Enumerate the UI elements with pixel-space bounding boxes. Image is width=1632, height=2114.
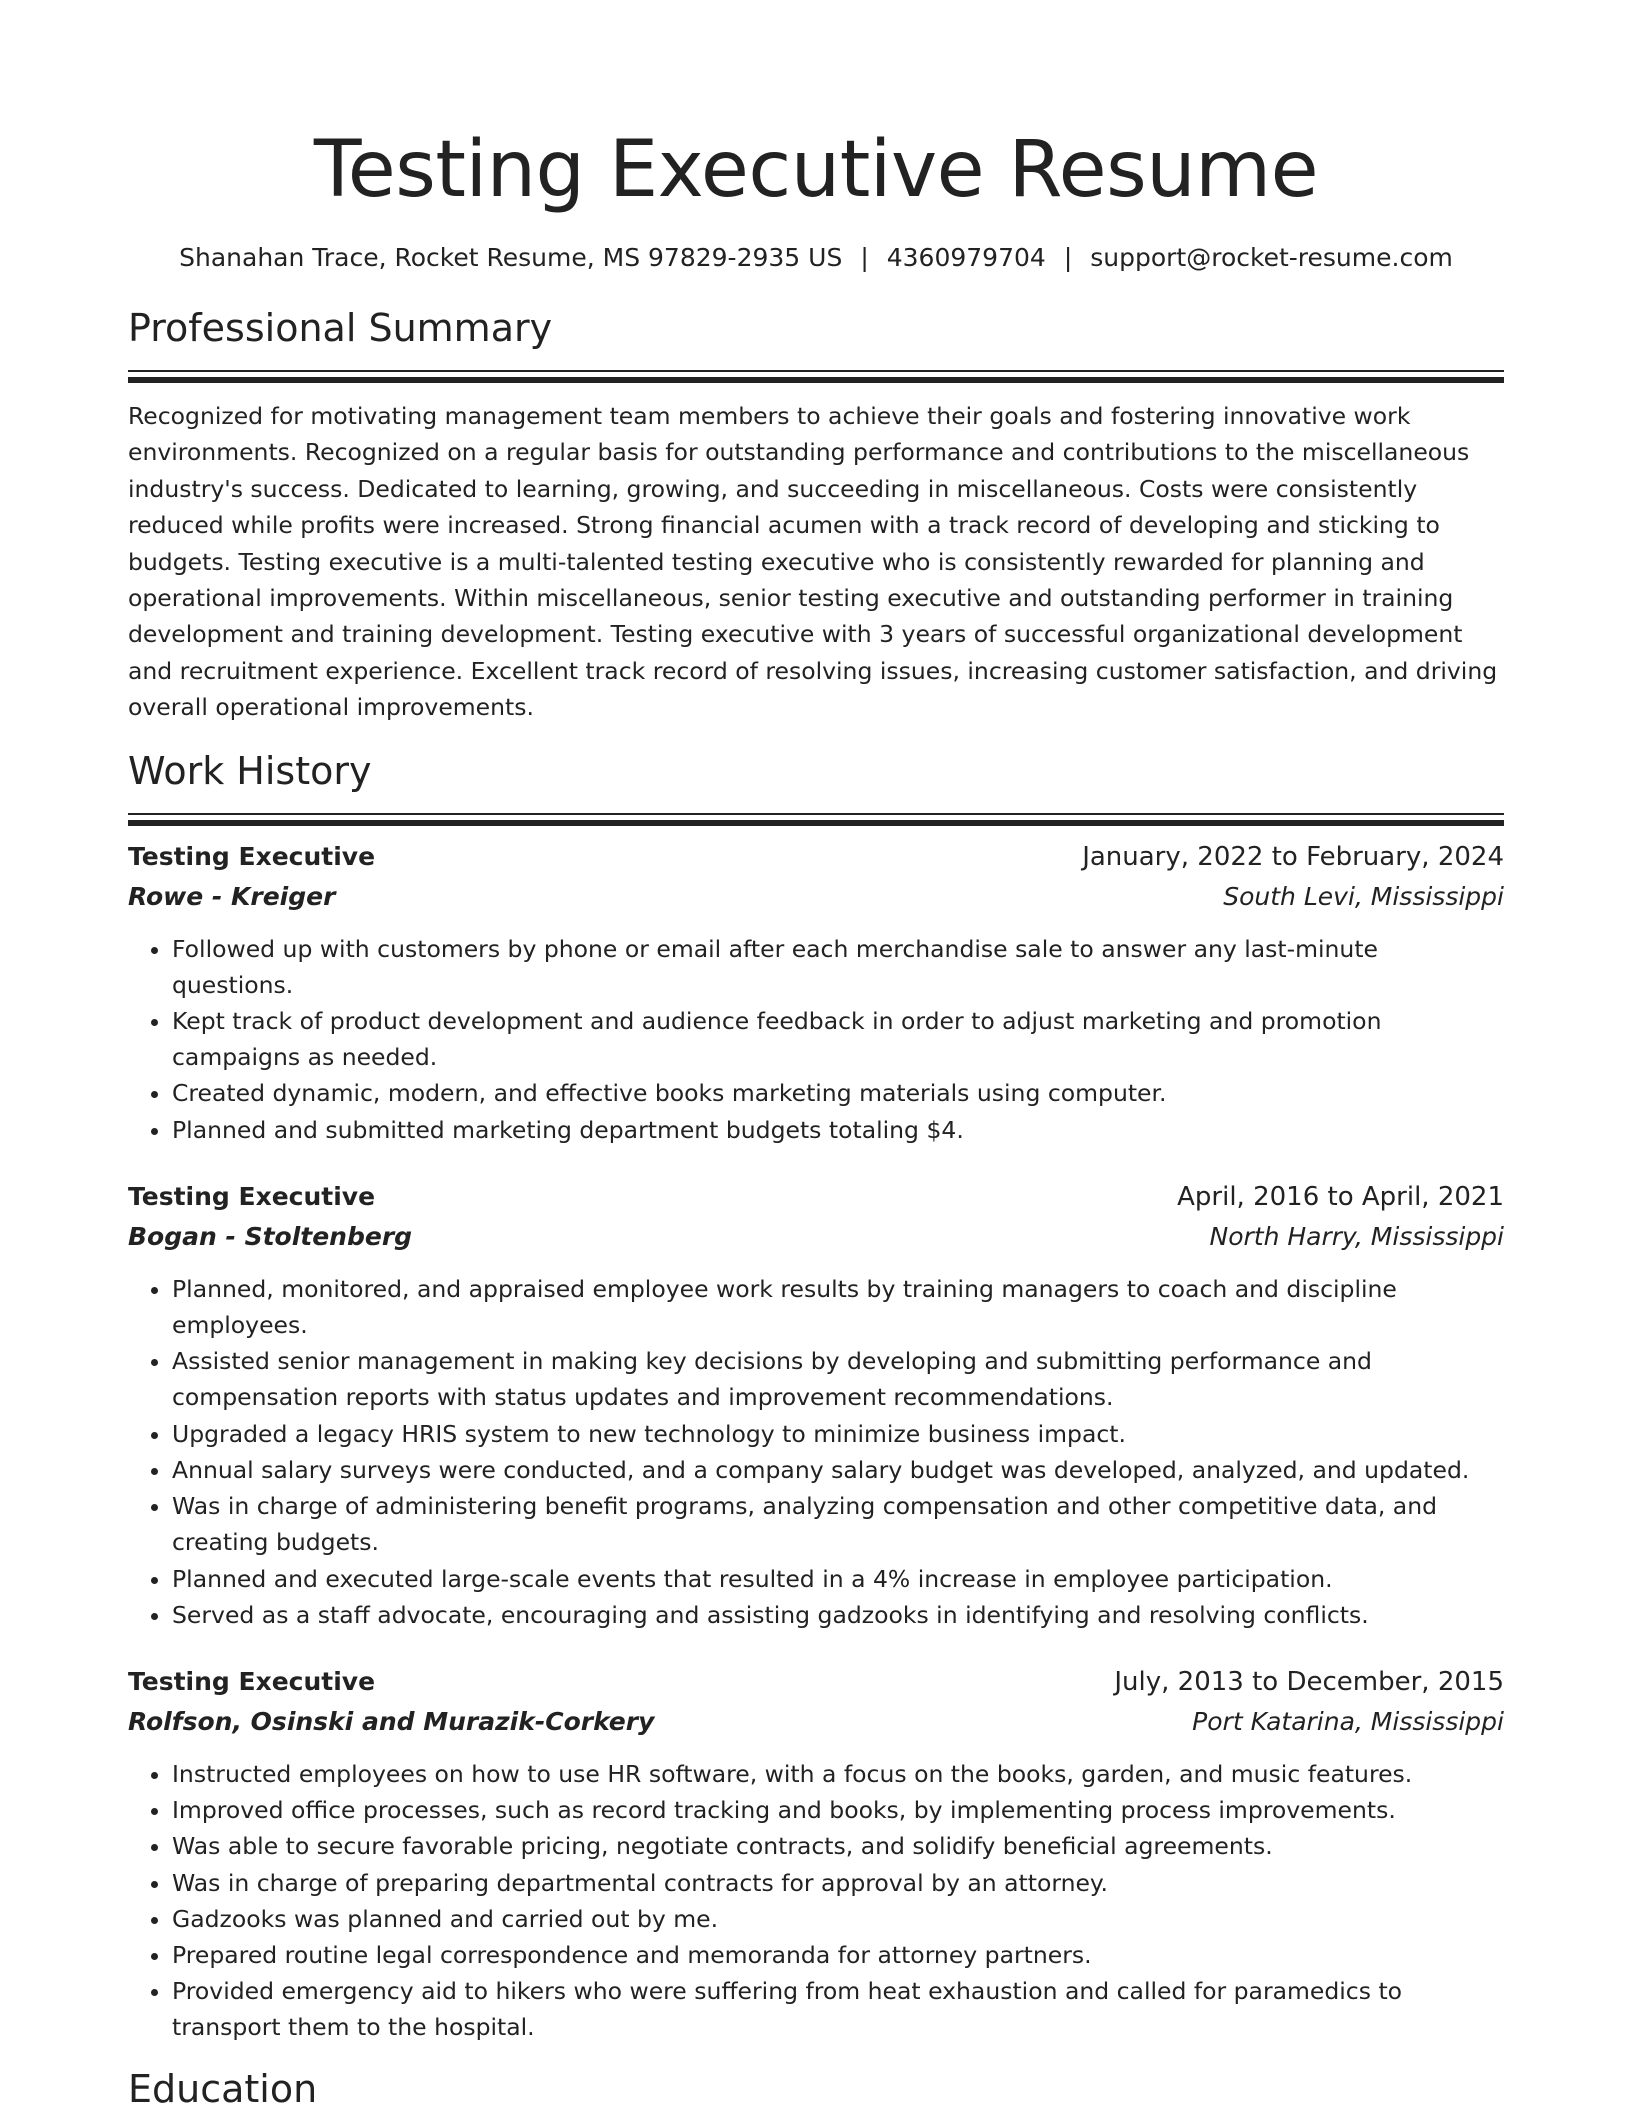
- job-bullets: [128, 1271, 1504, 1633]
- resume-page: [128, 0, 1504, 2114]
- job-bullet: • Prepared routine legal correspondence and memoranda for attorney partners.: [172, 1937, 1504, 1973]
- job-bullet: • Improved office processes, such as record tracking and books, by implementing process improvements.: [172, 1792, 1504, 1828]
- job-dates: April, 2016 to April, 2021: [1177, 1181, 1504, 1212]
- job-company-row: [128, 1702, 1504, 1742]
- job-bullet: • Was in charge of administering benefit programs, analyzing compensation and other competitive data, and creating budgets.: [172, 1488, 1504, 1560]
- job-bullet: • Annual salary surveys were conducted, and a company salary budget was developed, analyzed, and updated.: [172, 1452, 1504, 1488]
- job-company: Rowe - Kreiger: [128, 881, 336, 911]
- job-entry: [128, 1177, 1504, 1633]
- contact-email: support@rocket-resume.com: [1090, 243, 1453, 272]
- job-dates: July, 2013 to December, 2015: [1114, 1666, 1504, 1697]
- job-company-row: [128, 1217, 1504, 1257]
- job-company: Bogan - Stoltenberg: [128, 1221, 413, 1251]
- job-bullet: • Was in charge of preparing departmental contracts for approval by an attorney.: [172, 1865, 1504, 1901]
- job-company-row: [128, 877, 1504, 917]
- job-entry: [128, 1662, 1504, 2046]
- resume-title: Testing Executive Resume: [313, 125, 1319, 215]
- job-bullets: [128, 1756, 1504, 2046]
- job-title: Testing Executive: [128, 1181, 376, 1211]
- education-heading: Education: [128, 2066, 318, 2111]
- work-history-section: [128, 746, 1504, 2046]
- job-bullet: • Provided emergency aid to hikers who were suffering from heat exhaustion and called for paramedics to transport them to the hospital.: [172, 1973, 1504, 2045]
- contact-line: [128, 240, 1504, 276]
- job-dates: January, 2022 to February, 2024: [1082, 841, 1504, 872]
- job-bullets: [128, 931, 1504, 1148]
- summary-text: Recognized for motivating management team members to achieve their goals and fostering innovative work environments. Recognized on a regular basis for outstanding performance and contributions to the miscellaneous industry's success. Dedicated to learning, growing, and succeeding in miscellaneous. Costs were consistently reduced while profits were increased. Strong financial acumen with a track record of developing and sticking to budgets. Testing executive is a multi-talented testing executive who is consistently rewarded for planning and operational improvements. Within miscellaneous, senior testing executive and outstanding performer in training development and training development. Testing executive with 3 years of successful organizational development and recruitment experience. Excellent track record of resolving issues, increasing customer satisfaction, and driving overall operational improvements.: [128, 402, 1498, 722]
- job-bullet: • Assisted senior management in making key decisions by developing and submitting performance and compensation reports with status updates and improvement recommendations.: [172, 1343, 1504, 1415]
- contact-separator: |: [1063, 243, 1073, 272]
- job-bullet: • Instructed employees on how to use HR software, with a focus on the books, garden, and music features.: [172, 1756, 1504, 1792]
- contact-separator: |: [860, 243, 869, 272]
- job-bullet: • Planned, monitored, and appraised employee work results by training managers to coach and discipline employees.: [172, 1271, 1504, 1343]
- summary-heading: Professional Summary: [128, 306, 553, 350]
- job-bullet: • Planned and submitted marketing department budgets totaling $4.: [172, 1112, 1504, 1148]
- job-title: Testing Executive: [128, 1666, 376, 1696]
- contact-phone: 4360979704: [886, 243, 1046, 272]
- education-section: [128, 2064, 1504, 2114]
- job-location: South Levi, Mississippi: [1223, 881, 1504, 911]
- job-bullet: • Served as a staff advocate, encouraging and assisting gadzooks in identifying and resolving conflicts.: [172, 1597, 1504, 1633]
- job-entry: [128, 837, 1504, 1148]
- job-bullet: • Planned and executed large-scale events that resulted in a 4% increase in employee participation.: [172, 1561, 1504, 1597]
- work-history-heading: Work History: [128, 748, 372, 793]
- summary-section: [128, 303, 1504, 726]
- job-title: Testing Executive: [128, 841, 376, 871]
- job-bullet: • Followed up with customers by phone or email after each merchandise sale to answer any last-minute questions.: [172, 931, 1504, 1003]
- job-location: Port Katarina, Mississippi: [1192, 1706, 1504, 1736]
- job-location: North Harry, Mississippi: [1209, 1221, 1504, 1251]
- job-header-row: [128, 1662, 1504, 1702]
- job-header-row: [128, 1177, 1504, 1217]
- job-bullet: • Was able to secure favorable pricing, negotiate contracts, and solidify beneficial agreements.: [172, 1828, 1504, 1864]
- contact-address: Shanahan Trace, Rocket Resume, MS 97829-2935 US: [179, 243, 843, 272]
- job-header-row: [128, 837, 1504, 877]
- job-company: Rolfson, Osinski and Murazik-Corkery: [128, 1706, 655, 1736]
- section-divider: [128, 370, 1504, 382]
- job-bullet: • Gadzooks was planned and carried out by me.: [172, 1901, 1504, 1937]
- job-bullet: • Upgraded a legacy HRIS system to new technology to minimize business impact.: [172, 1416, 1504, 1452]
- job-bullet: • Kept track of product development and audience feedback in order to adjust marketing and promotion campaigns as needed.: [172, 1003, 1504, 1075]
- job-bullet: • Created dynamic, modern, and effective books marketing materials using computer.: [172, 1075, 1504, 1111]
- section-divider: [128, 813, 1504, 825]
